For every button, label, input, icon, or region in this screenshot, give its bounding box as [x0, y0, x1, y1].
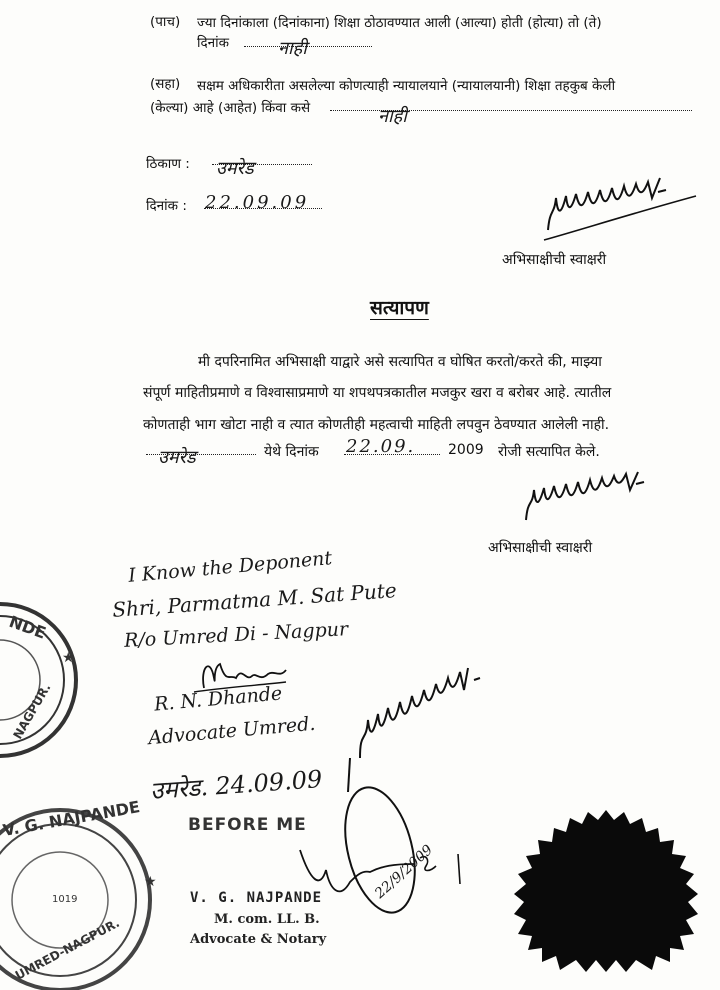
notary-qualifications: M. com. LL. B.: [214, 912, 320, 927]
seal-left-upper: [0, 590, 80, 770]
verification-mid-text: येथे दिनांक: [264, 444, 319, 460]
verification-line-2: संपूर्ण माहितीप्रमाणे व विश्वासाप्रमाणे या शपथपत्रकातील मजकुर खरा व बरोबर आहे. त्यातील: [143, 385, 612, 401]
deponent-signature-1: [540, 168, 700, 248]
handwritten-line-5: Advocate Umred.: [147, 712, 317, 750]
clause-6-text: सक्षम अधिकारीता असलेल्या कोणत्याही न्यायालयाने (न्यायालयानी) शिक्षा तहकुब केली: [197, 78, 616, 94]
notary-date-handwritten: 22/9/2009: [372, 841, 437, 902]
clause-5-dotted-line: [244, 32, 372, 51]
seal-lower-number: 1019: [52, 894, 78, 905]
seal-lower-bottom-text: UMRED-NAGPUR.: [12, 915, 122, 983]
deponent-signature-2: [520, 468, 680, 528]
verification-year: 2009: [448, 442, 484, 458]
handwritten-line-3: R/o Umred Di - Nagpur: [123, 618, 349, 652]
place-handwritten-value: उमरेड: [216, 158, 254, 179]
embossed-seal: [486, 790, 720, 970]
seal-left-lower: [0, 790, 180, 990]
clause-5-text: ज्या दिनांकाला (दिनांकाना) शिक्षा ठोठावण्यात आली (आल्या) होती (होत्या) तो (ते): [197, 15, 602, 31]
deponent-signature-3: [350, 650, 500, 770]
seal-lower-top-text: V. G. NAJPANDE: [1, 797, 142, 840]
signature-label-1: अभिसाक्षीची स्वाक्षरी: [502, 252, 607, 268]
date-label: दिनांक :: [146, 198, 187, 214]
handwritten-line-2: Shri, Parmatma M. Sat Pute: [111, 578, 398, 622]
signature-label-2: अभिसाक्षीची स्वाक्षरी: [488, 540, 593, 556]
before-me-stamp: BEFORE ME: [188, 815, 307, 835]
handwritten-line-1: I Know the Deponent: [127, 547, 333, 587]
verification-date-handwritten: 22.09.: [346, 436, 416, 457]
notary-role: Advocate & Notary: [190, 932, 327, 947]
verification-end-text: रोजी सत्यापित केले.: [498, 444, 600, 460]
verification-line-1: मी दपरिनामित अभिसाक्षी याद्वारे असे सत्यापित व घोषित करतो/करते की, माझ्या: [198, 354, 602, 370]
verification-place-handwritten: उमरेड: [158, 447, 196, 468]
verification-title: सत्यापण: [370, 297, 429, 319]
verification-line-3: कोणताही भाग खोटा नाही व त्यात कोणतीही महत्वाची माहिती लपवुन ठेवण्यात आलेली नाही.: [143, 417, 610, 433]
svg-text:★: ★: [62, 650, 75, 666]
notary-signature: [290, 780, 470, 930]
clause-5-number: (पाच): [150, 14, 181, 30]
place-label: ठिकाण :: [146, 156, 190, 172]
handwritten-line-4: R. N. Dhande: [153, 682, 284, 716]
clause-5-handwritten-value: नाही: [278, 38, 307, 59]
clause-5-date-label: दिनांक: [197, 35, 230, 51]
clause-6-handwritten-value: नाही: [378, 106, 407, 127]
handwritten-date-line: उमरेड. 24.09.09: [149, 765, 324, 805]
clause-6-text-2: (केल्या) आहे (आहेत) किंवा कसे: [150, 100, 311, 116]
seal-upper-top-text: NDE: [6, 611, 49, 643]
seal-upper-bottom-text: NAGPUR.: [10, 681, 54, 742]
notary-name: V. G. NAJPANDE: [190, 890, 323, 906]
svg-text:★: ★: [144, 874, 157, 890]
date-handwritten-value: 22.09.09: [205, 192, 310, 213]
clause-6-number: (सहा): [150, 76, 181, 92]
